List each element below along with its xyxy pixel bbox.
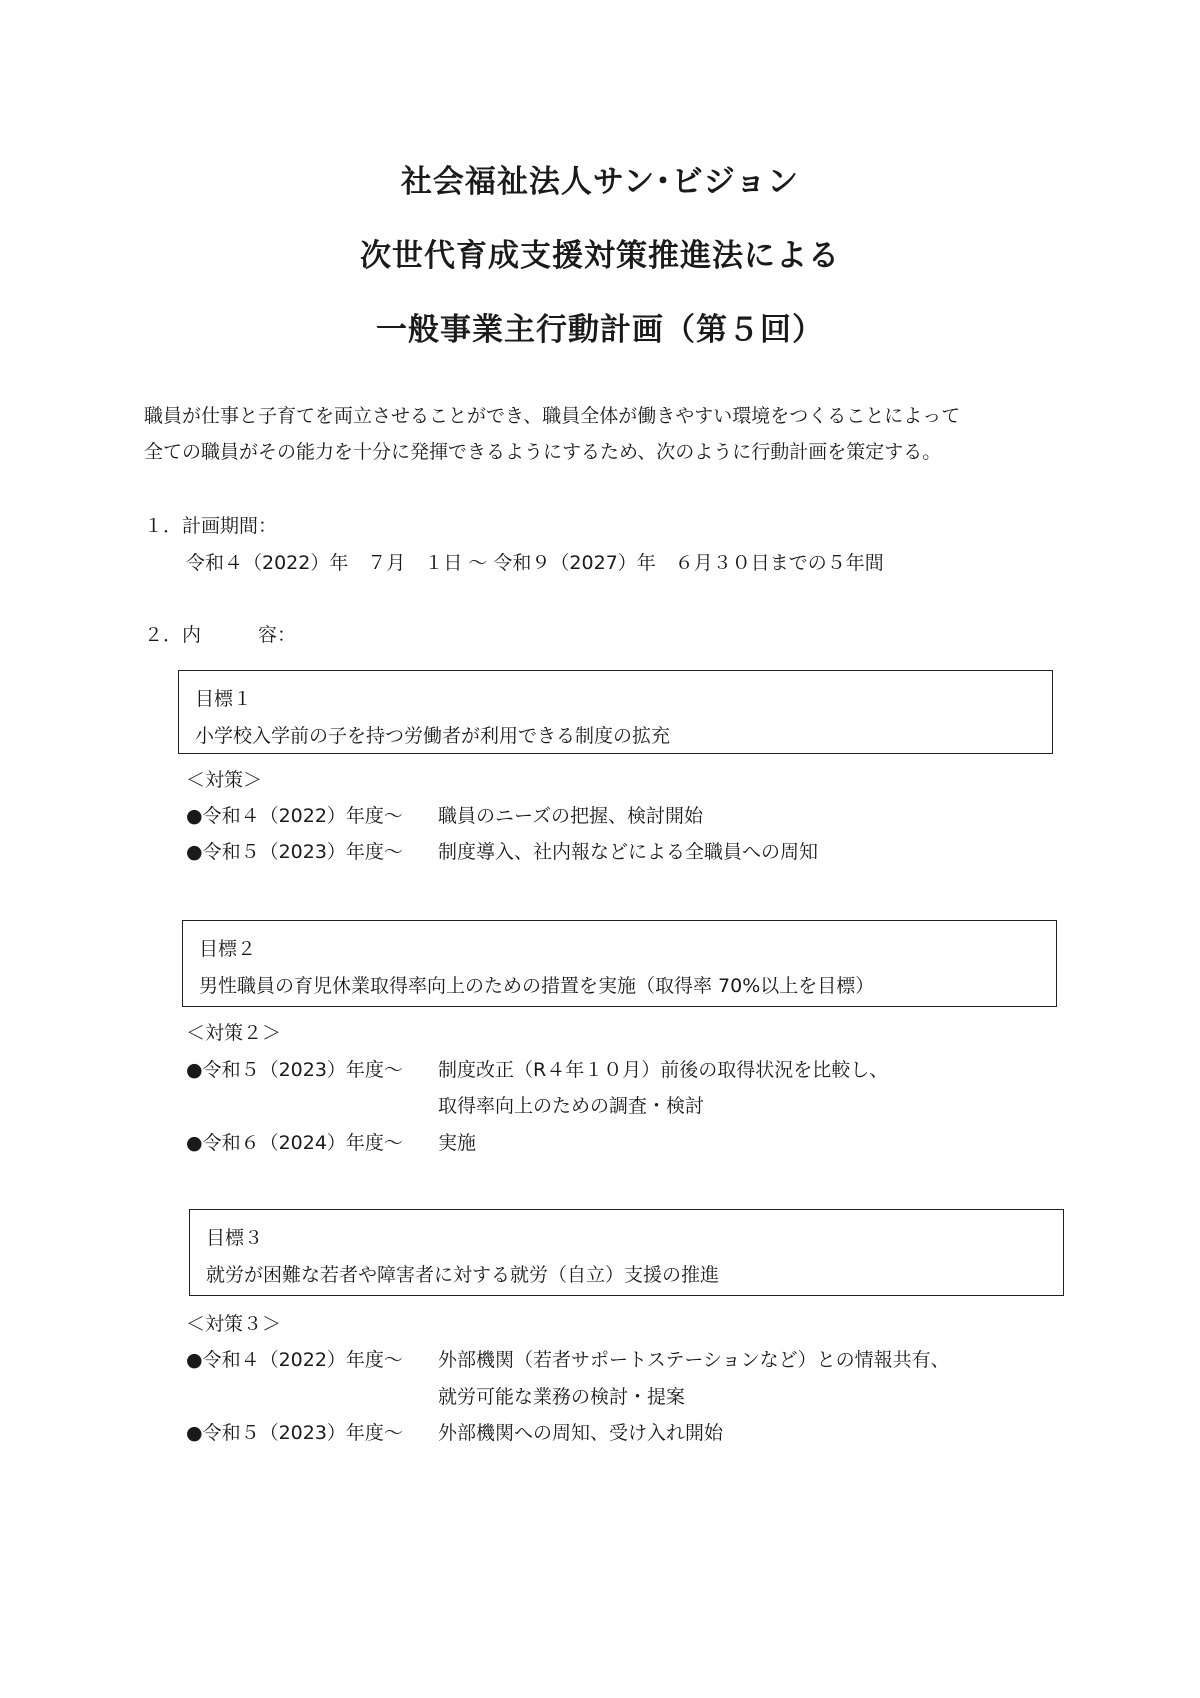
measure-item (186, 1125, 476, 1161)
measure-when: ●令和５（2023）年度～ (186, 1059, 403, 1081)
intro-line-1: 職員が仕事と子育てを両立させることができ、職員全体が働きやすい環境をつくることによって (144, 405, 961, 427)
goal-label: 目標１ (195, 688, 253, 710)
measure-what: 実施 (438, 1132, 477, 1154)
measure-heading: ＜対策２＞ (186, 1022, 282, 1044)
goal-box-1 (178, 670, 1053, 754)
measure-what: 職員のニーズの把握、検討開始 (438, 805, 704, 827)
measure-item (186, 1052, 888, 1088)
measure-when: ●令和５（2023）年度～ (186, 1422, 403, 1444)
measure-item (186, 834, 818, 870)
section2-heading: ２．内 容： (144, 624, 297, 646)
measure-what-continued: 就労可能な業務の検討・提案 (438, 1386, 686, 1408)
measure-heading: ＜対策＞ (186, 769, 263, 791)
section1-heading: １．計画期間： (144, 515, 278, 537)
measure-item (186, 798, 703, 834)
measure-what: 外部機関（若者サポートステーションなど）との情報共有、 (438, 1349, 950, 1371)
title-line-2: 次世代育成支援対策推進法による (360, 238, 840, 274)
measure-what: 外部機関への周知、受け入れ開始 (438, 1422, 724, 1444)
goal-box-2 (182, 920, 1057, 1007)
measure-when: ●令和５（2023）年度～ (186, 841, 403, 863)
goal-label: 目標２ (199, 938, 257, 960)
goal-label: 目標３ (206, 1227, 264, 1249)
goal-box-3 (189, 1209, 1064, 1296)
measure-item (186, 1415, 723, 1451)
measure-when: ●令和６（2024）年度～ (186, 1132, 403, 1154)
title-line-1: 社会福祉法人サン･ビジョン (400, 164, 800, 200)
goal-text: 就労が困難な若者や障害者に対する就労（自立）支援の推進 (206, 1264, 720, 1286)
measure-when: ●令和４（2022）年度～ (186, 1349, 403, 1371)
measure-when: ●令和４（2022）年度～ (186, 805, 403, 827)
intro-line-2: 全ての職員がその能力を十分に発揮できるようにするため、次のように行動計画を策定する。 (144, 441, 942, 463)
title-line-3: 一般事業主行動計画（第５回） (376, 312, 824, 348)
goal-text: 小学校入学前の子を持つ労働者が利用できる制度の拡充 (195, 725, 671, 747)
plan-period: 令和４（2022）年 ７月 １日 ～ 令和９（2027）年 ６月３０日までの５年間 (186, 552, 884, 574)
measure-what-continued: 取得率向上のための調査・検討 (438, 1095, 705, 1117)
measure-heading: ＜対策３＞ (186, 1313, 282, 1335)
goal-text: 男性職員の育児休業取得率向上のための措置を実施（取得率 70%以上を目標） (199, 975, 875, 997)
measure-what: 制度改正（R４年１０月）前後の取得状況を比較し、 (438, 1059, 889, 1081)
measure-what: 制度導入、社内報などによる全職員への周知 (438, 841, 819, 863)
measure-item (186, 1342, 950, 1378)
